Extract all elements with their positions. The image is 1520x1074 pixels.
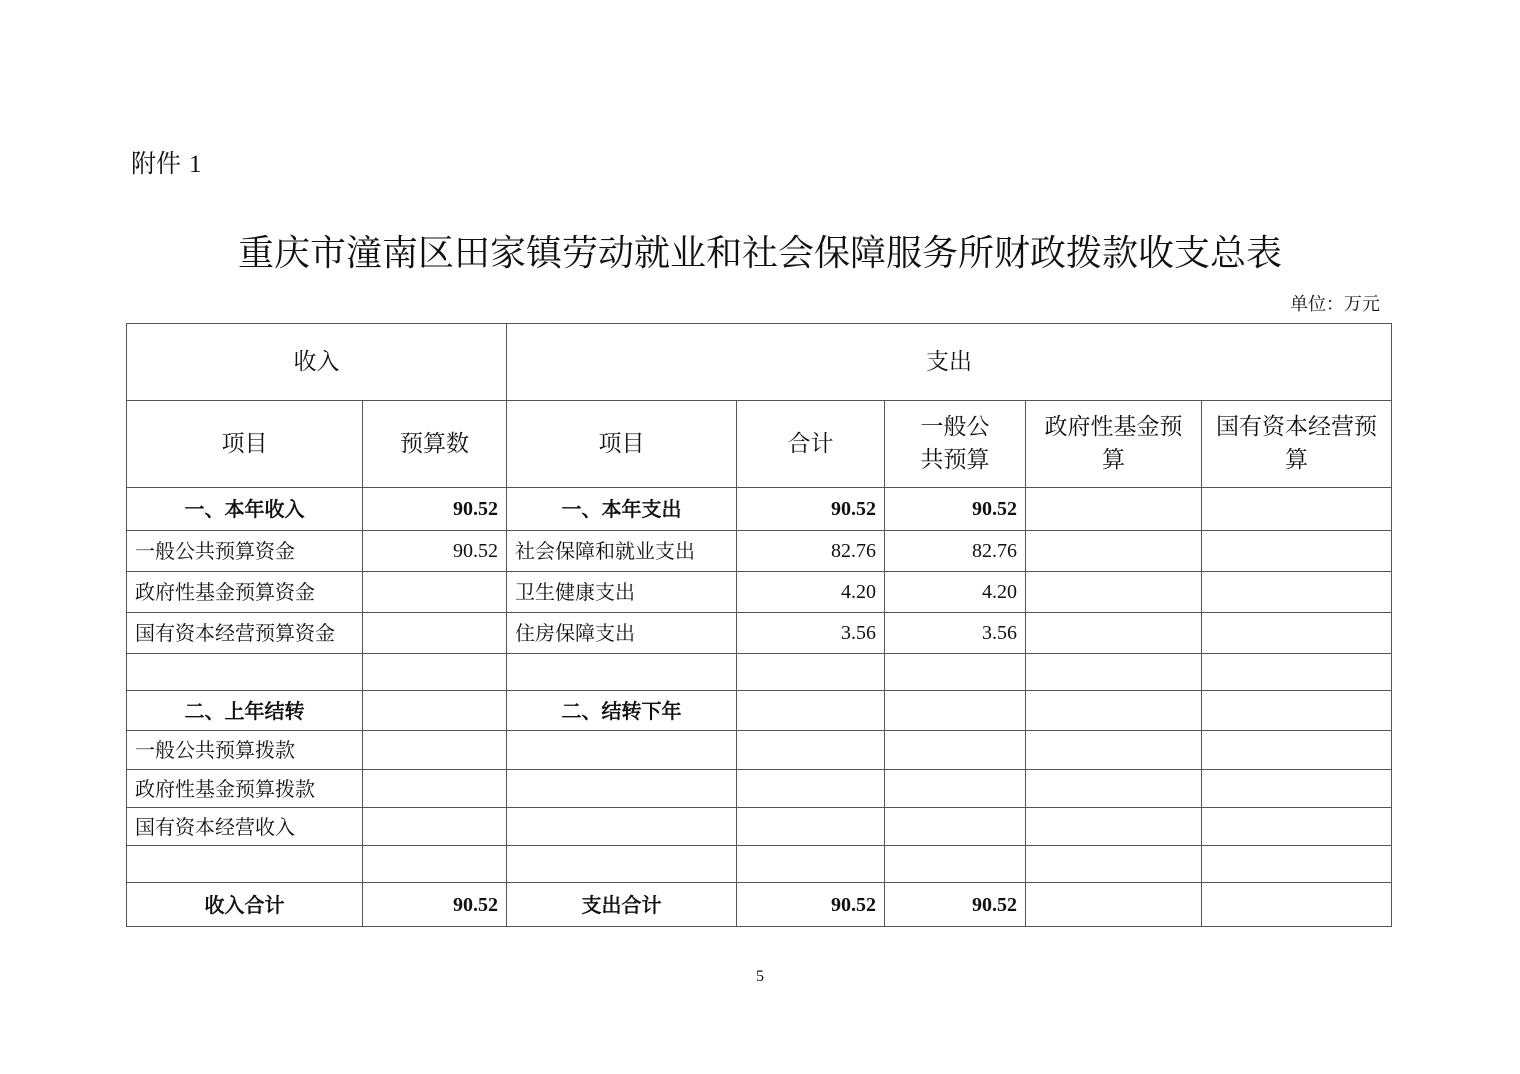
exp-state-header: 国有资本经营预算: [1202, 401, 1392, 488]
income-budget-cell: [363, 691, 507, 731]
exp-state-cell: [1202, 808, 1392, 846]
exp-state-cell: [1202, 531, 1392, 572]
exp-item-cell: [507, 846, 737, 883]
table-row: [127, 846, 1392, 883]
income-budget-header: 预算数: [363, 401, 507, 488]
exp-item-cell: 住房保障支出: [507, 613, 737, 654]
attachment-text: 附件: [131, 149, 182, 178]
exp-item-cell: 社会保障和就业支出: [507, 531, 737, 572]
income-item-cell: 一般公共预算拨款: [127, 731, 363, 770]
exp-item-cell: [507, 654, 737, 691]
income-budget-cell: [363, 654, 507, 691]
exp-item-cell: [507, 808, 737, 846]
exp-state-cell: [1202, 572, 1392, 613]
income-budget-cell: [363, 731, 507, 770]
exp-total-cell: 82.76: [737, 531, 885, 572]
exp-state-cell: [1202, 613, 1392, 654]
income-item-cell: 一、本年收入: [127, 488, 363, 531]
exp-state-total-value: [1202, 883, 1392, 927]
total-row: [127, 883, 1392, 927]
page-number: 5: [756, 968, 764, 985]
income-item-header: 项目: [127, 401, 363, 488]
exp-total-cell: [737, 846, 885, 883]
expenditure-header: 支出: [507, 324, 1392, 401]
exp-total-cell: 4.20: [737, 572, 885, 613]
income-total-value: 90.52: [363, 883, 507, 927]
exp-item-cell: [507, 731, 737, 770]
income-item-cell: 一般公共预算资金: [127, 531, 363, 572]
table-row: [127, 572, 1392, 613]
exp-item-cell: [507, 770, 737, 808]
exp-general-cell: [885, 770, 1026, 808]
exp-fund-cell: [1026, 572, 1202, 613]
exp-fund-cell: [1026, 691, 1202, 731]
exp-total-cell: [737, 654, 885, 691]
income-item-cell: 二、上年结转: [127, 691, 363, 731]
income-budget-cell: [363, 808, 507, 846]
exp-general-cell: [885, 846, 1026, 883]
exp-fund-cell: [1026, 654, 1202, 691]
exp-fund-cell: [1026, 846, 1202, 883]
exp-general-cell: 4.20: [885, 572, 1026, 613]
table-row: [127, 691, 1392, 731]
income-item-cell: [127, 654, 363, 691]
income-budget-cell: [363, 613, 507, 654]
income-item-cell: 政府性基金预算资金: [127, 572, 363, 613]
document-title: 重庆市潼南区田家镇劳动就业和社会保障服务所财政拨款收支总表: [237, 233, 1282, 274]
exp-fund-cell: [1026, 731, 1202, 770]
exp-total-cell: [737, 731, 885, 770]
exp-state-cell: [1202, 691, 1392, 731]
table-row: [127, 488, 1392, 531]
table-row: [127, 613, 1392, 654]
income-budget-cell: [363, 770, 507, 808]
exp-item-cell: 卫生健康支出: [507, 572, 737, 613]
exp-total-cell: [737, 808, 885, 846]
exp-fund-cell: [1026, 531, 1202, 572]
exp-total-cell: 90.52: [737, 488, 885, 531]
income-budget-cell: [363, 846, 507, 883]
exp-general-cell: 82.76: [885, 531, 1026, 572]
exp-state-cell: [1202, 654, 1392, 691]
income-budget-cell: 90.52: [363, 531, 507, 572]
exp-general-cell: [885, 691, 1026, 731]
header-row-2: [127, 401, 1392, 488]
income-item-cell: [127, 846, 363, 883]
budget-summary-table: [126, 323, 1392, 927]
income-total-label: 收入合计: [127, 883, 363, 927]
exp-total-label: 支出合计: [507, 883, 737, 927]
exp-item-cell: 一、本年支出: [507, 488, 737, 531]
exp-general-header: 一般公共预算: [885, 401, 1026, 488]
exp-item-cell: 二、结转下年: [507, 691, 737, 731]
exp-state-cell: [1202, 770, 1392, 808]
exp-fund-header: 政府性基金预算: [1026, 401, 1202, 488]
exp-state-cell: [1202, 488, 1392, 531]
exp-general-cell: [885, 731, 1026, 770]
table-row: [127, 808, 1392, 846]
exp-total-header: 合计: [737, 401, 885, 488]
exp-total-cell: 3.56: [737, 613, 885, 654]
exp-total-cell: [737, 691, 885, 731]
income-item-cell: 国有资本经营预算资金: [127, 613, 363, 654]
exp-fund-total-value: [1026, 883, 1202, 927]
exp-general-cell: 3.56: [885, 613, 1026, 654]
exp-fund-cell: [1026, 808, 1202, 846]
exp-total-value: 90.52: [737, 883, 885, 927]
income-item-cell: 国有资本经营收入: [127, 808, 363, 846]
income-item-cell: 政府性基金预算拨款: [127, 770, 363, 808]
exp-state-cell: [1202, 846, 1392, 883]
table-row: [127, 531, 1392, 572]
exp-fund-cell: [1026, 770, 1202, 808]
exp-item-header: 项目: [507, 401, 737, 488]
income-header: 收入: [127, 324, 507, 401]
exp-fund-cell: [1026, 613, 1202, 654]
attachment-number: 1: [189, 151, 202, 178]
exp-general-cell: [885, 654, 1026, 691]
exp-general-cell: [885, 808, 1026, 846]
table-row: [127, 654, 1392, 691]
exp-state-cell: [1202, 731, 1392, 770]
table-row: [127, 731, 1392, 770]
table-row: [127, 770, 1392, 808]
income-budget-cell: 90.52: [363, 488, 507, 531]
exp-general-cell: 90.52: [885, 488, 1026, 531]
exp-fund-cell: [1026, 488, 1202, 531]
attachment-label: [131, 146, 202, 183]
exp-general-total-value: 90.52: [885, 883, 1026, 927]
header-row-1: [127, 324, 1392, 401]
unit-label: 单位：万元: [1290, 294, 1380, 315]
income-budget-cell: [363, 572, 507, 613]
exp-total-cell: [737, 770, 885, 808]
